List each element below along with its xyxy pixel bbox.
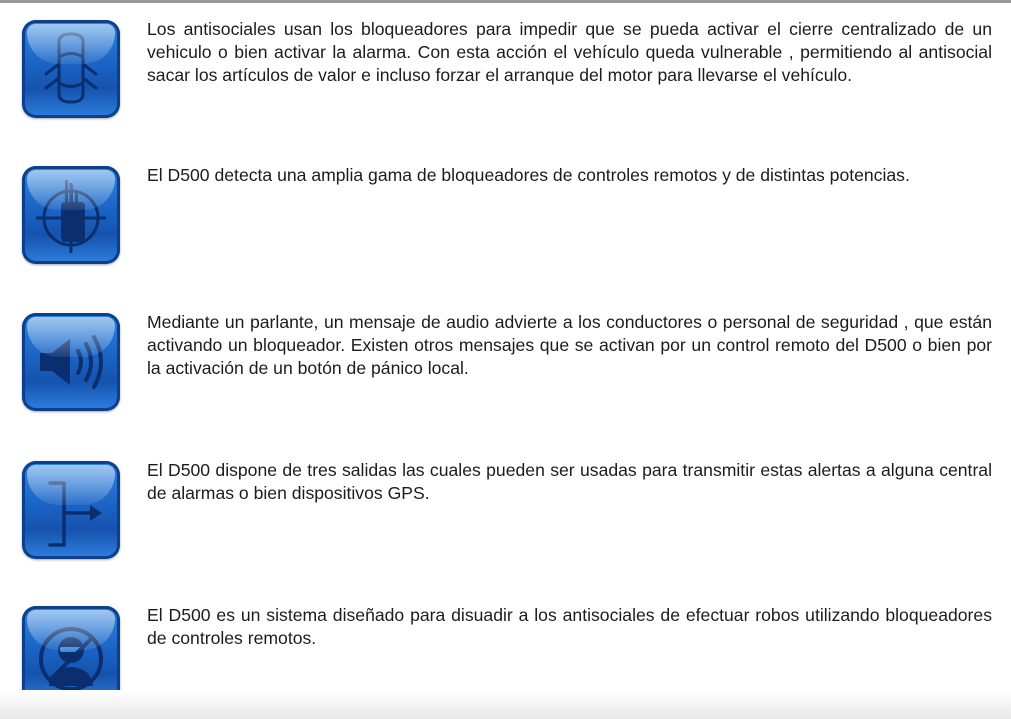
feature-text: El D500 es un sistema diseñado para disuadir a los antisociales de efectuar robos utilizando bloqueadores de controles remotos.	[147, 605, 992, 648]
feature-text: El D500 detecta una amplia gama de bloqueadores de controles remotos y de distintas potencias.	[147, 165, 910, 185]
top-divider	[0, 0, 1011, 3]
output-arrow-icon	[22, 461, 120, 559]
footer-shade	[0, 690, 1011, 719]
speaker-icon	[22, 313, 120, 411]
car-doors-icon	[22, 20, 120, 118]
feature-text: El D500 dispone de tres salidas las cuales pueden ser usadas para transmitir estas alertas a alguna central de alarmas o bien dispositivos GPS.	[147, 460, 992, 503]
feature-text: Mediante un parlante, un mensaje de audio advierte a los conductores o personal de seguridad , que están activando un bloqueador. Existen otros mensajes que se activan por un control remoto del D500 o bien por la activación de un botón de pánico local.	[147, 312, 992, 378]
feature-text: Los antisociales usan los bloqueadores para impedir que se pueda activar el cierre centralizado de un vehiculo o bien activar la alarma. Con esta acción el vehículo queda vulnerable , permitiendo al antisocial sacar los artículos de valor e incluso forzar el arranque del motor para llevarse el vehículo.	[147, 19, 992, 85]
remote-target-icon	[22, 166, 120, 264]
